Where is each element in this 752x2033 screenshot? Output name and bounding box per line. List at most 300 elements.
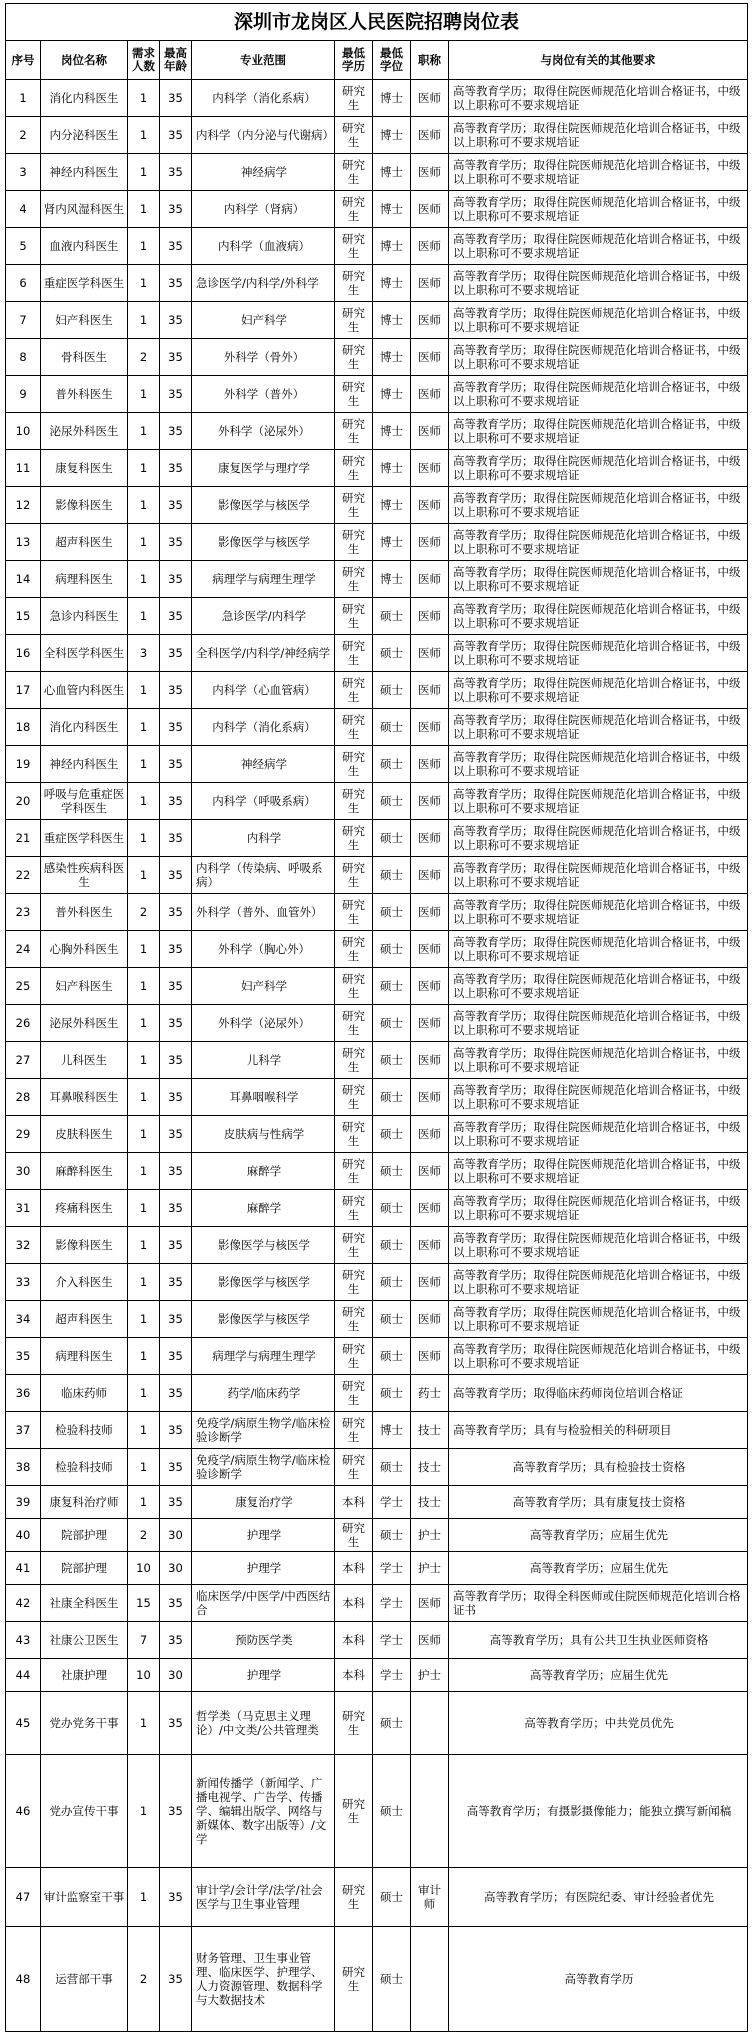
cell-major: 病理学与病理生理学 — [192, 1338, 335, 1375]
cell-no: 3 — [6, 154, 41, 191]
cell-major: 全科医学/内科学/神经病学 — [192, 635, 335, 672]
cell-count: 1 — [128, 783, 160, 820]
cell-major: 内科学（血液病） — [192, 228, 335, 265]
cell-count: 1 — [128, 1042, 160, 1079]
header-count: 需求人数 — [128, 41, 160, 80]
header-no: 序号 — [6, 41, 41, 80]
cell-age: 35 — [160, 487, 192, 524]
cell-no: 32 — [6, 1227, 41, 1264]
table-row — [6, 339, 748, 376]
cell-degree: 博士 — [373, 117, 411, 154]
cell-major: 急诊医学/内科学/外科学 — [192, 265, 335, 302]
cell-count: 1 — [128, 1486, 160, 1519]
header-title: 职称 — [411, 41, 449, 80]
cell-position: 儿科医生 — [41, 1042, 128, 1079]
cell-requirements: 高等教育学历；取得住院医师规范化培训合格证书，中级以上职称可不要求规培证 — [449, 154, 748, 191]
cell-count: 1 — [128, 302, 160, 339]
cell-title: 医师 — [411, 1622, 449, 1659]
cell-major: 麻醉学 — [192, 1190, 335, 1227]
cell-position: 社康公卫医生 — [41, 1622, 128, 1659]
cell-no: 36 — [6, 1375, 41, 1412]
cell-major: 药学/临床药学 — [192, 1375, 335, 1412]
cell-title: 医师 — [411, 931, 449, 968]
table-row — [6, 1264, 748, 1301]
cell-position: 心血管内科医生 — [41, 672, 128, 709]
cell-no: 39 — [6, 1486, 41, 1519]
table-row — [6, 413, 748, 450]
cell-requirements: 高等教育学历；取得住院医师规范化培训合格证书，中级以上职称可不要求规培证 — [449, 1042, 748, 1079]
cell-major: 新闻传播学（新闻学、广播电视学、广告学、传播学、编辑出版学、网络与新媒体、数字出版等）/文学 — [192, 1755, 335, 1868]
cell-age: 35 — [160, 672, 192, 709]
cell-count: 10 — [128, 1552, 160, 1585]
cell-title: 药士 — [411, 1375, 449, 1412]
cell-education: 研究生 — [335, 302, 373, 339]
table-row — [6, 1153, 748, 1190]
cell-position: 麻醉科医生 — [41, 1153, 128, 1190]
cell-count: 1 — [128, 154, 160, 191]
cell-requirements: 高等教育学历；取得住院医师规范化培训合格证书，中级以上职称可不要求规培证 — [449, 302, 748, 339]
cell-count: 3 — [128, 635, 160, 672]
cell-education: 研究生 — [335, 1412, 373, 1449]
table-row — [6, 1692, 748, 1755]
cell-count: 15 — [128, 1585, 160, 1622]
cell-count: 1 — [128, 746, 160, 783]
cell-major: 护理学 — [192, 1552, 335, 1585]
cell-count: 1 — [128, 117, 160, 154]
cell-requirements: 高等教育学历；取得住院医师规范化培训合格证书，中级以上职称可不要求规培证 — [449, 746, 748, 783]
cell-no: 40 — [6, 1519, 41, 1552]
cell-education: 研究生 — [335, 746, 373, 783]
cell-age: 35 — [160, 1755, 192, 1868]
cell-no: 22 — [6, 857, 41, 894]
table-row — [6, 1622, 748, 1659]
cell-count: 1 — [128, 1190, 160, 1227]
cell-title: 医师 — [411, 561, 449, 598]
table-row — [6, 228, 748, 265]
cell-age: 35 — [160, 1486, 192, 1519]
cell-age: 35 — [160, 1190, 192, 1227]
header-age: 最高年龄 — [160, 41, 192, 80]
cell-degree: 硕士 — [373, 783, 411, 820]
cell-title: 医师 — [411, 820, 449, 857]
cell-count: 1 — [128, 931, 160, 968]
cell-major: 神经病学 — [192, 746, 335, 783]
cell-count: 1 — [128, 1079, 160, 1116]
cell-education: 本科 — [335, 1486, 373, 1519]
header-education: 最低学历 — [335, 41, 373, 80]
cell-major: 内科学（传染病、呼吸系病） — [192, 857, 335, 894]
cell-degree: 学士 — [373, 1585, 411, 1622]
cell-education: 研究生 — [335, 931, 373, 968]
cell-major: 耳鼻咽喉科学 — [192, 1079, 335, 1116]
cell-position: 妇产科医生 — [41, 302, 128, 339]
table-row — [6, 820, 748, 857]
table-row — [6, 672, 748, 709]
cell-education: 研究生 — [335, 1153, 373, 1190]
cell-count: 1 — [128, 1375, 160, 1412]
cell-title — [411, 1927, 449, 2032]
cell-education: 研究生 — [335, 1375, 373, 1412]
cell-education: 研究生 — [335, 487, 373, 524]
cell-age: 35 — [160, 820, 192, 857]
cell-title: 医师 — [411, 968, 449, 1005]
cell-no: 23 — [6, 894, 41, 931]
cell-title: 医师 — [411, 635, 449, 672]
cell-no: 29 — [6, 1116, 41, 1153]
cell-title: 医师 — [411, 339, 449, 376]
cell-title: 医师 — [411, 746, 449, 783]
cell-education: 研究生 — [335, 1190, 373, 1227]
cell-major: 外科学（泌尿外） — [192, 413, 335, 450]
table-row — [6, 1585, 748, 1622]
cell-position: 泌尿外科医生 — [41, 413, 128, 450]
cell-age: 35 — [160, 561, 192, 598]
table-row — [6, 561, 748, 598]
cell-no: 4 — [6, 191, 41, 228]
cell-title: 护士 — [411, 1659, 449, 1692]
cell-age: 35 — [160, 1005, 192, 1042]
cell-title: 医师 — [411, 672, 449, 709]
cell-major: 影像医学与核医学 — [192, 1227, 335, 1264]
cell-major: 临床医学/中医学/中西医结合 — [192, 1585, 335, 1622]
header-requirements: 与岗位有关的其他要求 — [449, 41, 748, 80]
cell-age: 30 — [160, 1552, 192, 1585]
cell-requirements: 高等教育学历；取得住院医师规范化培训合格证书，中级以上职称可不要求规培证 — [449, 598, 748, 635]
table-row — [6, 117, 748, 154]
table-row — [6, 1301, 748, 1338]
table-row — [6, 80, 748, 117]
cell-no: 35 — [6, 1338, 41, 1375]
cell-requirements: 高等教育学历；应届生优先 — [449, 1519, 748, 1552]
table-row — [6, 524, 748, 561]
cell-requirements: 高等教育学历；应届生优先 — [449, 1552, 748, 1585]
cell-no: 11 — [6, 450, 41, 487]
cell-education: 本科 — [335, 1659, 373, 1692]
cell-count: 1 — [128, 1153, 160, 1190]
cell-age: 35 — [160, 894, 192, 931]
cell-position: 审计监察室干事 — [41, 1868, 128, 1927]
cell-education: 研究生 — [335, 1079, 373, 1116]
cell-count: 1 — [128, 450, 160, 487]
cell-major: 病理学与病理生理学 — [192, 561, 335, 598]
cell-no: 20 — [6, 783, 41, 820]
cell-title: 医师 — [411, 894, 449, 931]
cell-degree: 硕士 — [373, 1079, 411, 1116]
cell-degree: 硕士 — [373, 1868, 411, 1927]
cell-requirements: 高等教育学历；取得住院医师规范化培训合格证书，中级以上职称可不要求规培证 — [449, 857, 748, 894]
cell-no: 18 — [6, 709, 41, 746]
cell-title: 医师 — [411, 1042, 449, 1079]
table-row — [6, 1005, 748, 1042]
cell-education: 研究生 — [335, 894, 373, 931]
header-degree: 最低学位 — [373, 41, 411, 80]
cell-degree: 硕士 — [373, 1116, 411, 1153]
cell-degree: 硕士 — [373, 1338, 411, 1375]
cell-count: 10 — [128, 1659, 160, 1692]
cell-position: 耳鼻喉科医生 — [41, 1079, 128, 1116]
cell-requirements: 高等教育学历；取得住院医师规范化培训合格证书，中级以上职称可不要求规培证 — [449, 524, 748, 561]
cell-position: 消化内科医生 — [41, 80, 128, 117]
cell-age: 35 — [160, 598, 192, 635]
cell-age: 35 — [160, 931, 192, 968]
table-row — [6, 1927, 748, 2032]
cell-degree: 博士 — [373, 191, 411, 228]
cell-no: 24 — [6, 931, 41, 968]
cell-requirements: 高等教育学历；取得全科医师或住院医师规范化培训合格证书 — [449, 1585, 748, 1622]
cell-degree: 硕士 — [373, 1927, 411, 2032]
cell-title: 医师 — [411, 413, 449, 450]
cell-education: 本科 — [335, 1585, 373, 1622]
cell-count: 1 — [128, 598, 160, 635]
cell-requirements: 高等教育学历；具有与检验相关的科研项目 — [449, 1412, 748, 1449]
cell-major: 免疫学/病原生物学/临床检验诊断学 — [192, 1412, 335, 1449]
table-row — [6, 709, 748, 746]
cell-age: 35 — [160, 1868, 192, 1927]
cell-count: 1 — [128, 487, 160, 524]
cell-no: 43 — [6, 1622, 41, 1659]
cell-requirements: 高等教育学历；取得住院医师规范化培训合格证书，中级以上职称可不要求规培证 — [449, 1190, 748, 1227]
cell-requirements: 高等教育学历；具有康复技士资格 — [449, 1486, 748, 1519]
cell-no: 28 — [6, 1079, 41, 1116]
cell-no: 2 — [6, 117, 41, 154]
cell-title: 医师 — [411, 1227, 449, 1264]
table-row — [6, 487, 748, 524]
cell-requirements: 高等教育学历；中共党员优先 — [449, 1692, 748, 1755]
cell-degree: 硕士 — [373, 1449, 411, 1486]
cell-age: 35 — [160, 450, 192, 487]
cell-title: 医师 — [411, 598, 449, 635]
table-row — [6, 635, 748, 672]
cell-education: 研究生 — [335, 1005, 373, 1042]
cell-requirements: 高等教育学历；取得住院医师规范化培训合格证书，中级以上职称可不要求规培证 — [449, 339, 748, 376]
cell-title: 医师 — [411, 117, 449, 154]
cell-major: 麻醉学 — [192, 1153, 335, 1190]
cell-degree: 硕士 — [373, 820, 411, 857]
cell-major: 哲学类（马克思主义理论）/中文类/公共管理类 — [192, 1692, 335, 1755]
cell-position: 肾内风湿科医生 — [41, 191, 128, 228]
cell-position: 妇产科医生 — [41, 968, 128, 1005]
cell-position: 普外科医生 — [41, 894, 128, 931]
cell-age: 35 — [160, 80, 192, 117]
cell-count: 2 — [128, 894, 160, 931]
cell-degree: 硕士 — [373, 746, 411, 783]
cell-no: 8 — [6, 339, 41, 376]
cell-requirements: 高等教育学历；具有公共卫生执业医师资格 — [449, 1622, 748, 1659]
cell-requirements: 高等教育学历；有摄影摄像能力；能独立撰写新闻稿 — [449, 1755, 748, 1868]
cell-education: 研究生 — [335, 635, 373, 672]
cell-degree: 博士 — [373, 154, 411, 191]
cell-degree: 硕士 — [373, 1227, 411, 1264]
cell-no: 41 — [6, 1552, 41, 1585]
cell-degree: 硕士 — [373, 857, 411, 894]
table-body — [6, 80, 748, 2032]
cell-count: 1 — [128, 561, 160, 598]
cell-requirements: 高等教育学历；取得住院医师规范化培训合格证书，中级以上职称可不要求规培证 — [449, 487, 748, 524]
cell-degree: 学士 — [373, 1659, 411, 1692]
cell-degree: 博士 — [373, 1412, 411, 1449]
cell-title: 护士 — [411, 1552, 449, 1585]
cell-no: 34 — [6, 1301, 41, 1338]
table-row — [6, 1868, 748, 1927]
cell-education: 研究生 — [335, 1227, 373, 1264]
cell-position: 骨科医生 — [41, 339, 128, 376]
cell-position: 疼痛科医生 — [41, 1190, 128, 1227]
cell-no: 37 — [6, 1412, 41, 1449]
cell-education: 研究生 — [335, 1301, 373, 1338]
table-row — [6, 1338, 748, 1375]
cell-education: 研究生 — [335, 1927, 373, 2032]
cell-position: 超声科医生 — [41, 524, 128, 561]
table-row — [6, 1755, 748, 1868]
cell-degree: 硕士 — [373, 635, 411, 672]
cell-age: 35 — [160, 1692, 192, 1755]
cell-position: 检验科技师 — [41, 1412, 128, 1449]
cell-age: 35 — [160, 1153, 192, 1190]
cell-degree: 硕士 — [373, 598, 411, 635]
cell-education: 研究生 — [335, 450, 373, 487]
cell-degree: 硕士 — [373, 1755, 411, 1868]
table-row — [6, 746, 748, 783]
cell-requirements: 高等教育学历；取得住院医师规范化培训合格证书，中级以上职称可不要求规培证 — [449, 561, 748, 598]
cell-title: 技士 — [411, 1412, 449, 1449]
cell-major: 内科学（内分泌与代谢病） — [192, 117, 335, 154]
cell-no: 17 — [6, 672, 41, 709]
cell-major: 预防医学类 — [192, 1622, 335, 1659]
cell-major: 神经病学 — [192, 154, 335, 191]
cell-position: 康复科医生 — [41, 450, 128, 487]
cell-education: 研究生 — [335, 1116, 373, 1153]
cell-position: 社康全科医生 — [41, 1585, 128, 1622]
cell-count: 1 — [128, 376, 160, 413]
cell-no: 10 — [6, 413, 41, 450]
cell-no: 16 — [6, 635, 41, 672]
table-row — [6, 1375, 748, 1412]
cell-no: 44 — [6, 1659, 41, 1692]
table-row — [6, 783, 748, 820]
cell-count: 1 — [128, 80, 160, 117]
cell-age: 35 — [160, 228, 192, 265]
cell-requirements: 高等教育学历；取得住院医师规范化培训合格证书，中级以上职称可不要求规培证 — [449, 376, 748, 413]
cell-title: 医师 — [411, 487, 449, 524]
cell-count: 2 — [128, 1927, 160, 2032]
cell-degree: 博士 — [373, 413, 411, 450]
cell-position: 运营部干事 — [41, 1927, 128, 2032]
cell-age: 35 — [160, 1301, 192, 1338]
cell-no: 33 — [6, 1264, 41, 1301]
cell-position: 党办宣传干事 — [41, 1755, 128, 1868]
cell-education: 研究生 — [335, 154, 373, 191]
table-row — [6, 1552, 748, 1585]
cell-degree: 学士 — [373, 1552, 411, 1585]
cell-major: 内科学（心血管病） — [192, 672, 335, 709]
cell-education: 研究生 — [335, 1692, 373, 1755]
cell-degree: 硕士 — [373, 1301, 411, 1338]
cell-education: 研究生 — [335, 339, 373, 376]
cell-degree: 硕士 — [373, 672, 411, 709]
cell-degree: 硕士 — [373, 931, 411, 968]
cell-degree: 硕士 — [373, 1375, 411, 1412]
cell-requirements: 高等教育学历；取得住院医师规范化培训合格证书，中级以上职称可不要求规培证 — [449, 1301, 748, 1338]
cell-major: 妇产科学 — [192, 302, 335, 339]
cell-no: 27 — [6, 1042, 41, 1079]
cell-education: 研究生 — [335, 1449, 373, 1486]
cell-age: 35 — [160, 1227, 192, 1264]
table-row — [6, 1519, 748, 1552]
cell-education: 研究生 — [335, 857, 373, 894]
cell-count: 1 — [128, 1755, 160, 1868]
table-row — [6, 931, 748, 968]
cell-age: 35 — [160, 1375, 192, 1412]
cell-title: 医师 — [411, 1585, 449, 1622]
cell-title: 医师 — [411, 376, 449, 413]
cell-education: 研究生 — [335, 598, 373, 635]
cell-title: 医师 — [411, 1116, 449, 1153]
cell-education: 研究生 — [335, 672, 373, 709]
cell-degree: 博士 — [373, 228, 411, 265]
cell-major: 康复治疗学 — [192, 1486, 335, 1519]
cell-title: 技士 — [411, 1486, 449, 1519]
cell-education: 研究生 — [335, 820, 373, 857]
cell-degree: 硕士 — [373, 1519, 411, 1552]
cell-position: 院部护理 — [41, 1552, 128, 1585]
cell-requirements: 高等教育学历；有医院纪委、审计经验者优先 — [449, 1868, 748, 1927]
cell-degree: 硕士 — [373, 968, 411, 1005]
cell-age: 35 — [160, 376, 192, 413]
cell-count: 1 — [128, 1264, 160, 1301]
cell-count: 1 — [128, 1868, 160, 1927]
cell-requirements: 高等教育学历；取得临床药师岗位培训合格证 — [449, 1375, 748, 1412]
cell-education: 研究生 — [335, 80, 373, 117]
table-row — [6, 598, 748, 635]
cell-major: 外科学（胸心外） — [192, 931, 335, 968]
cell-count: 7 — [128, 1622, 160, 1659]
cell-education: 研究生 — [335, 1264, 373, 1301]
cell-education: 研究生 — [335, 968, 373, 1005]
cell-position: 社康护理 — [41, 1659, 128, 1692]
cell-title: 护士 — [411, 1519, 449, 1552]
table-row — [6, 857, 748, 894]
cell-age: 35 — [160, 746, 192, 783]
cell-title: 医师 — [411, 1301, 449, 1338]
cell-age: 35 — [160, 1079, 192, 1116]
cell-count: 1 — [128, 1412, 160, 1449]
cell-position: 介入科医生 — [41, 1264, 128, 1301]
cell-title — [411, 1692, 449, 1755]
cell-no: 14 — [6, 561, 41, 598]
cell-education: 研究生 — [335, 561, 373, 598]
cell-requirements: 高等教育学历；取得住院医师规范化培训合格证书，中级以上职称可不要求规培证 — [449, 709, 748, 746]
cell-no: 7 — [6, 302, 41, 339]
cell-no: 31 — [6, 1190, 41, 1227]
cell-requirements: 高等教育学历；取得住院医师规范化培训合格证书，中级以上职称可不要求规培证 — [449, 1153, 748, 1190]
cell-no: 21 — [6, 820, 41, 857]
cell-no: 26 — [6, 1005, 41, 1042]
cell-age: 35 — [160, 783, 192, 820]
cell-degree: 博士 — [373, 339, 411, 376]
cell-major: 财务管理、卫生事业管理、临床医学、护理学、人力资源管理、数据科学与大数据技术 — [192, 1927, 335, 2032]
cell-position: 泌尿外科医生 — [41, 1005, 128, 1042]
cell-degree: 硕士 — [373, 1692, 411, 1755]
cell-position: 超声科医生 — [41, 1301, 128, 1338]
cell-age: 35 — [160, 117, 192, 154]
cell-education: 研究生 — [335, 1868, 373, 1927]
cell-education: 研究生 — [335, 1338, 373, 1375]
cell-no: 45 — [6, 1692, 41, 1755]
cell-title: 医师 — [411, 154, 449, 191]
cell-major: 外科学（普外） — [192, 376, 335, 413]
cell-requirements: 高等教育学历；取得住院医师规范化培训合格证书，中级以上职称可不要求规培证 — [449, 413, 748, 450]
cell-title: 医师 — [411, 191, 449, 228]
